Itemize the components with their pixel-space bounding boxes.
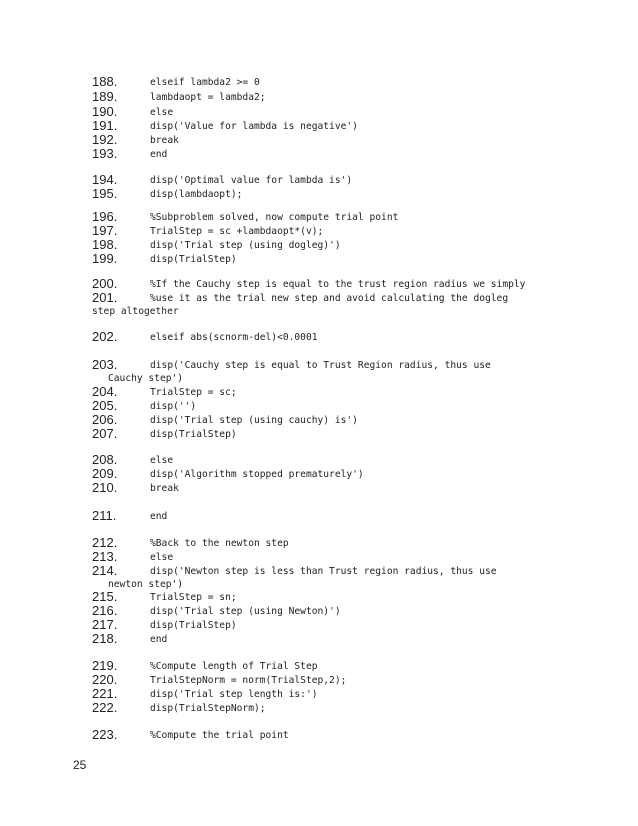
line-number: 212. <box>92 535 118 550</box>
line-number: 195. <box>92 186 118 201</box>
line-number: 204. <box>92 384 118 399</box>
code-text: disp('') <box>150 401 197 412</box>
line-number: 201. <box>92 290 118 305</box>
line-number: 221. <box>92 686 118 701</box>
line-number: 206. <box>92 412 118 427</box>
code-text: TrialStep = sn; <box>150 592 237 603</box>
line-number: 194. <box>92 172 118 187</box>
line-number: 219. <box>92 658 118 673</box>
line-number: 222. <box>92 700 118 715</box>
code-text: break <box>150 135 179 146</box>
line-number: 191. <box>92 118 118 133</box>
code-text: disp('Trial step length is:') <box>150 689 318 700</box>
code-text: elseif abs(scnorm-del)<0.0001 <box>150 332 318 343</box>
code-text: else <box>150 455 174 466</box>
code-text: else <box>150 552 174 563</box>
line-number: 196. <box>92 209 118 224</box>
code-text: disp('Optimal value for lambda is') <box>150 175 353 186</box>
code-text: lambdaopt = lambda2; <box>150 92 266 103</box>
code-text: disp(TrialStepNorm); <box>150 703 266 714</box>
line-number: 199. <box>92 251 118 266</box>
code-text: elseif lambda2 >= 0 <box>150 77 260 88</box>
line-number: 200. <box>92 276 118 291</box>
line-number: 193. <box>92 146 118 161</box>
code-text: disp('Trial step (using Newton)') <box>150 606 341 617</box>
code-text: disp(lambdaopt); <box>150 189 243 200</box>
code-text: else <box>150 107 174 118</box>
code-text: disp('Newton step is less than Trust region radius, thus use <box>150 566 497 577</box>
page-number: 25 <box>73 758 87 772</box>
line-number: 205. <box>92 398 118 413</box>
line-number: 211. <box>92 508 117 523</box>
line-number: 215. <box>92 589 118 604</box>
line-number: 223. <box>92 727 118 742</box>
line-number: 192. <box>92 132 118 147</box>
code-text: TrialStep = sc +lambdaopt*(v); <box>150 226 324 237</box>
line-number: 198. <box>92 237 118 252</box>
line-number: 208. <box>92 452 118 467</box>
code-text: disp(TrialStep) <box>150 429 237 440</box>
line-number: 216. <box>92 603 118 618</box>
code-text: %use it as the trial new step and avoid calculating the dogleg <box>150 293 509 304</box>
code-text: break <box>150 483 179 494</box>
line-number: 202. <box>92 329 118 344</box>
code-continuation: step altogether <box>92 306 179 317</box>
line-number: 218. <box>92 631 118 646</box>
line-number: 214. <box>92 563 118 578</box>
code-text: TrialStep = sc; <box>150 387 237 398</box>
code-text: end <box>150 511 168 522</box>
line-number: 188. <box>92 74 118 89</box>
line-number: 220. <box>92 672 118 687</box>
line-number: 190. <box>92 104 118 119</box>
code-text: end <box>150 149 168 160</box>
line-number: 209. <box>92 466 118 481</box>
code-text: disp('Cauchy step is equal to Trust Region radius, thus use <box>150 360 491 371</box>
code-text: disp('Trial step (using cauchy) is') <box>150 415 358 426</box>
code-text: end <box>150 634 168 645</box>
code-text: TrialStepNorm = norm(TrialStep,2); <box>150 675 347 686</box>
code-text: %If the Cauchy step is equal to the trust region radius we simply <box>150 279 526 290</box>
line-number: 189. <box>92 89 118 104</box>
code-text: disp('Value for lambda is negative') <box>150 121 358 132</box>
line-number: 207. <box>92 426 118 441</box>
code-text: disp('Algorithm stopped prematurely') <box>150 469 364 480</box>
code-continuation: newton step') <box>108 579 184 590</box>
line-number: 210. <box>92 480 118 495</box>
code-text: disp('Trial step (using dogleg)') <box>150 240 341 251</box>
code-text: disp(TrialStep) <box>150 620 237 631</box>
code-continuation: Cauchy step') <box>108 373 184 384</box>
code-text: %Back to the newton step <box>150 538 289 549</box>
code-text: disp(TrialStep) <box>150 254 237 265</box>
line-number: 217. <box>92 617 118 632</box>
line-number: 203. <box>92 357 118 372</box>
code-text: %Subproblem solved, now compute trial point <box>150 212 399 223</box>
code-text: %Compute length of Trial Step <box>150 661 318 672</box>
line-number: 213. <box>92 549 118 564</box>
line-number: 197. <box>92 223 118 238</box>
code-text: %Compute the trial point <box>150 730 289 741</box>
